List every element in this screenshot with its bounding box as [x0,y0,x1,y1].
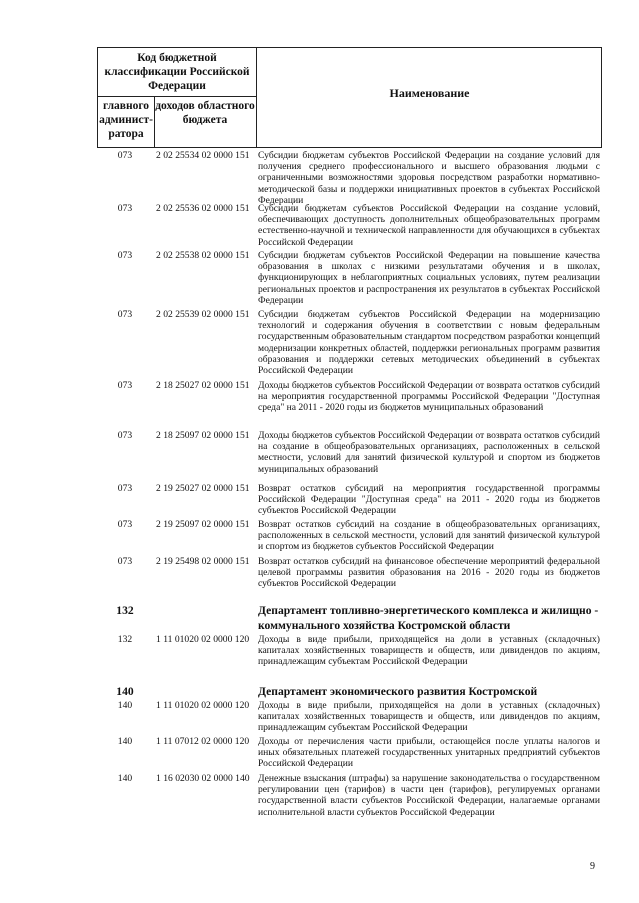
admin-code: 073 [117,519,133,530]
income-name: Доходы от перечисления части прибыли, остающейся после уплаты налогов и иных обязательных платежей государственных унитарных предприятий субъектов Российской Федерации [258,736,600,770]
page-number: 9 [590,861,595,872]
header-name: Наименование [389,86,470,100]
income-name: Возврат остатков субсидий на мероприятия государственной программы Российской Федерации "Доступная среда" на 2011 - 2020 годы из бюджетов субъектов Российской Федерации [258,483,600,517]
department-code: 132 [116,604,134,617]
income-code: 2 02 25539 02 0000 151 [156,309,250,320]
department-name: Департамент топливно-энергетического комплекса и жилищно - коммунального хозяйства Костромской области [258,604,599,632]
income-code: 1 11 07012 02 0000 120 [156,736,250,747]
income-name: Субсидии бюджетам субъектов Российской Федерации на повышение качества образования в школах с низкими результатами обучения и в школах, функционирующих в неблагоприятных социальных условиях, путем реализации региональных проектов и распространения их результатов в субъектах Российской Федерации [258,250,600,306]
income-code: 2 19 25027 02 0000 151 [156,483,250,494]
income-name: Доходы бюджетов субъектов Российской Федерации от возврата остатков субсидий на создание в общеобразовательных организациях, расположенных в сельской местности, условий для занятий физической культурой и спортом из бюджетов муниципальных образований [258,430,600,475]
admin-code: 073 [117,556,133,567]
income-code: 2 02 25538 02 0000 151 [156,250,250,261]
income-code: 2 18 25097 02 0000 151 [156,430,250,441]
income-code: 2 02 25536 02 0000 151 [156,203,250,214]
income-code: 2 19 25097 02 0000 151 [156,519,250,530]
income-name: Доходы бюджетов субъектов Российской Федерации от возврата остатков субсидий на мероприятия государственной программы Российской Федерации "Доступная среда" на 2011 - 2020 годы из бюджетов муниципальных образований [258,380,600,414]
header-main-admin: главного админист-ратора [99,100,153,140]
table-header [97,47,602,148]
income-name: Субсидии бюджетам субъектов Российской Федерации на создание условий для получения среднего профессионального и высшего образования людьми с ограниченными возможностями здоровья посредством разработки нормативно-методической базы и поддержки инициативных проектов в субъектах Российской Федерации [258,150,600,206]
income-code: 2 19 25498 02 0000 151 [156,556,250,567]
income-name: Субсидии бюджетам субъектов Российской Федерации на модернизацию технологий и содержания обучения в соответствии с новым федеральным государственным образовательным стандартом посредством разработки концепций модернизации конкретных областей, поддержки региональных программ развития образования и поддержки сетевых методических объединений в субъектах Российской Федерации [258,309,600,377]
admin-code: 073 [117,250,133,261]
income-name: Возврат остатков субсидий на финансовое обеспечение мероприятий федеральной целевой программы развития образования на 2016 - 2020 годы из бюджетов субъектов Российской Федерации [258,556,600,590]
admin-code: 140 [117,773,133,784]
admin-code: 073 [117,203,133,214]
admin-code: 140 [117,736,133,747]
department-code: 140 [116,685,134,698]
admin-code: 073 [117,430,133,441]
income-name: Возврат остатков субсидий на создание в общеобразовательных организациях, расположенных в сельской местности, условий для занятий физической культурой и спортом из бюджетов субъектов Российской Федерации [258,519,600,553]
income-name: Субсидии бюджетам субъектов Российской Федерации на создание условий, обеспечивающих доступность дополнительных общеобразовательных программ естественно-научной и технической направленности для обучающихся в субъектах Российской Федерации [258,203,600,248]
header-code-title: Код бюджетной классификации Российской Федерации [104,52,250,92]
income-code: 1 11 01020 02 0000 120 [156,634,250,645]
header-income: доходов областного бюджета [155,100,255,126]
admin-code: 073 [117,309,133,320]
admin-code: 140 [117,700,133,711]
admin-code: 073 [117,150,133,161]
income-code: 2 18 25027 02 0000 151 [156,380,250,391]
income-name: Доходы в виде прибыли, приходящейся на доли в уставных (складочных) капиталах хозяйственных товариществ и обществ, или дивидендов по акциям, принадлежащим субъектам Российской Федерации [258,634,600,668]
income-code: 1 16 02030 02 0000 140 [156,773,250,784]
income-name: Доходы в виде прибыли, приходящейся на доли в уставных (складочных) капиталах хозяйственных товариществ и обществ, или дивидендов по акциям, принадлежащим субъектам Российской Федерации [258,700,600,734]
header-divider [98,96,256,97]
admin-code: 073 [117,483,133,494]
income-name: Денежные взыскания (штрафы) за нарушение законодательства о государственном регулировании цен (тарифов) в части цен (тарифов), регулируемых органами государственной власти субъектов Российской Федерации, налагаемые органами исполнительной власти субъектов Российской Федерации [258,773,600,818]
income-code: 2 02 25534 02 0000 151 [156,150,250,161]
admin-code: 073 [117,380,133,391]
department-name: Департамент экономического развития Костромской [258,685,538,698]
admin-code: 132 [117,634,133,645]
income-code: 1 11 01020 02 0000 120 [156,700,250,711]
